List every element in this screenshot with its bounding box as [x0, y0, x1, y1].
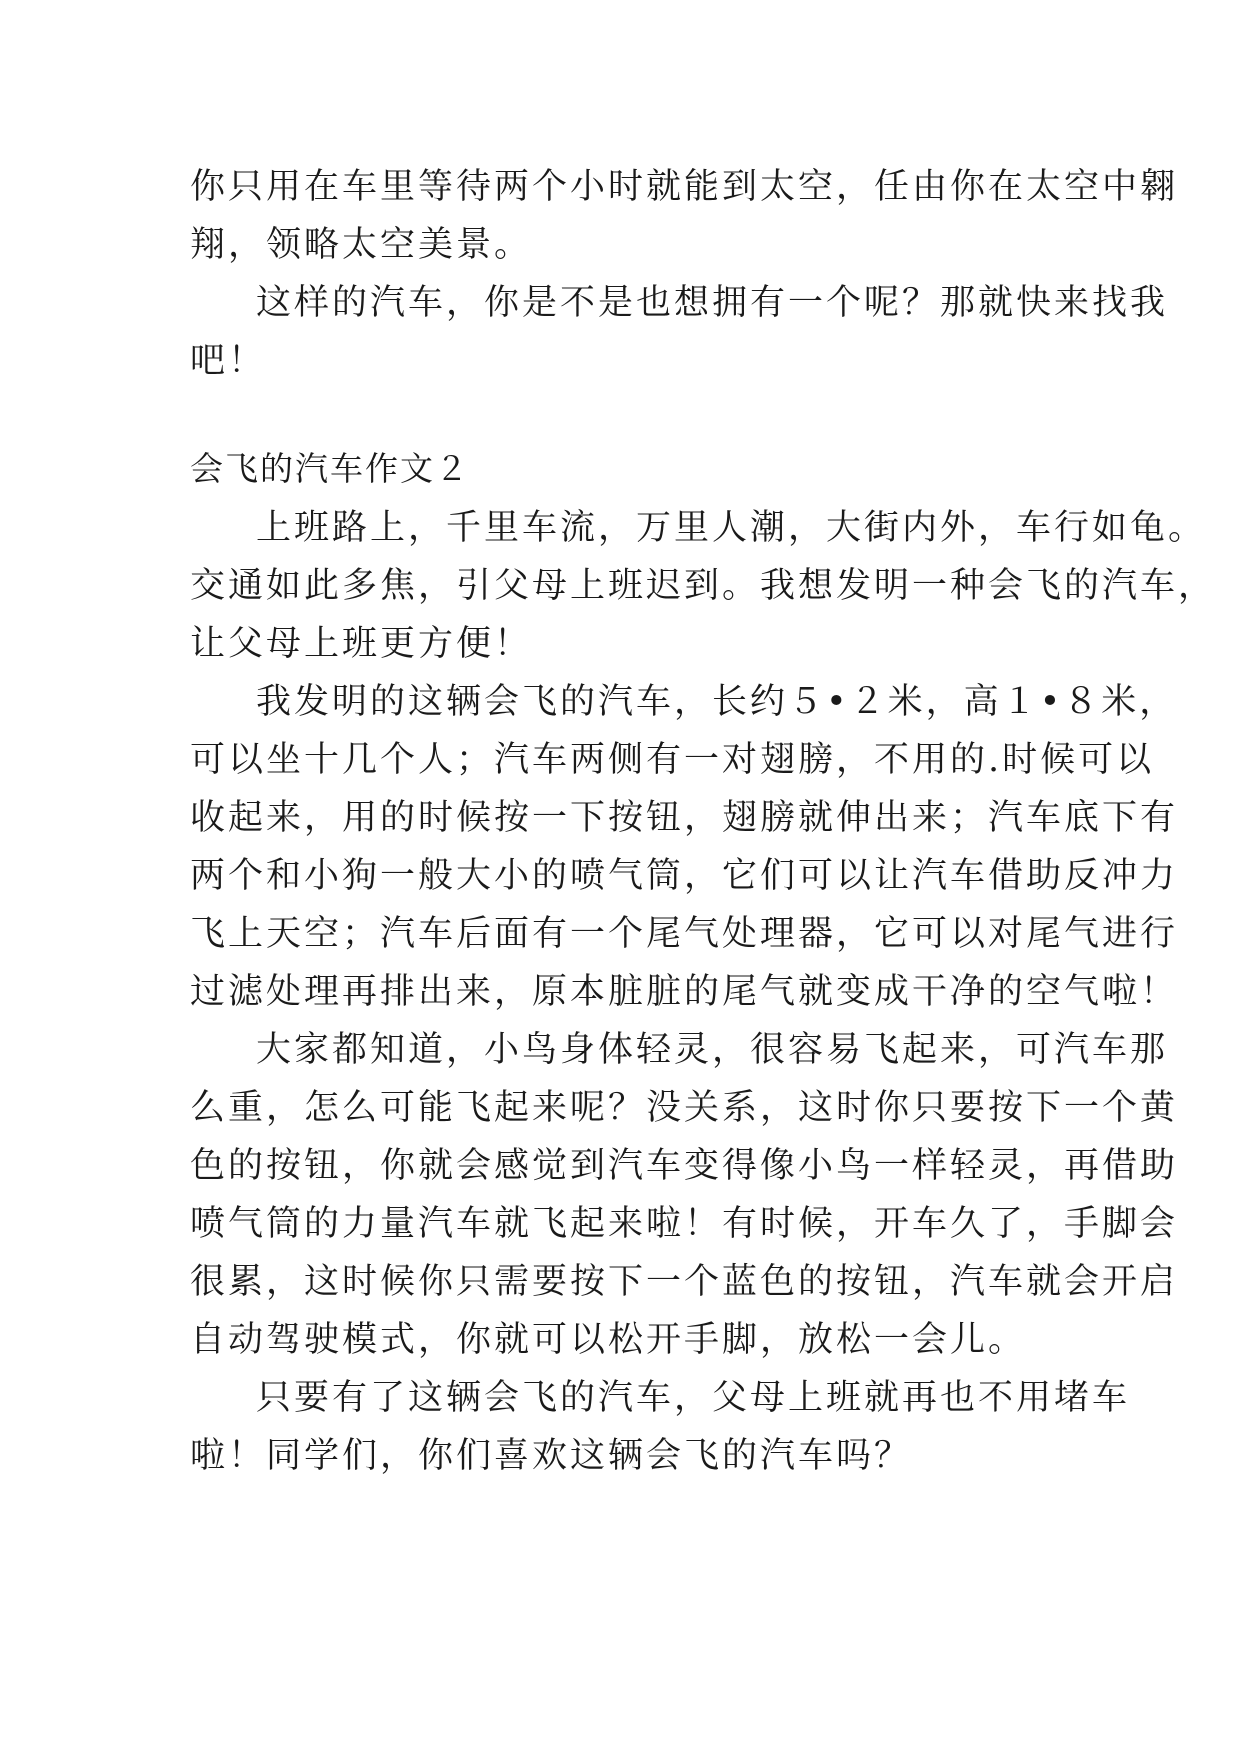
text-line: 飞上天空；汽车后面有一个尾气处理器，它可以对尾气进行: [190, 914, 1179, 954]
text-line: 只要有了这辆会飞的汽车，父母上班就再也不用堵车: [256, 1378, 1131, 1418]
section-heading: 会飞的汽车作文２: [190, 449, 470, 488]
text-line: 收起来，用的时候按一下按钮，翅膀就伸出来；汽车底下有: [190, 798, 1179, 838]
text-line: 很累，这时候你只需要按下一个蓝色的按钮，汽车就会开启: [190, 1262, 1179, 1302]
text-line: 交通如此多焦，引父母上班迟到。我想发明一种会飞的汽车，: [190, 566, 1217, 606]
text-line: 你只用在车里等待两个小时就能到太空，任由你在太空中翱: [190, 167, 1179, 207]
text-line: 让父母上班更方便！: [190, 624, 533, 664]
text-line: 上班路上，千里车流，万里人潮，大街内外，车行如龟。: [256, 508, 1207, 548]
text-line: 可以坐十几个人；汽车两侧有一对翅膀，不用的.时候可以: [190, 740, 1155, 780]
text-line: 吧！: [190, 341, 267, 381]
text-line: 两个和小狗一般大小的喷气筒，它们可以让汽车借助反冲力: [190, 856, 1179, 896]
text-line: 翔，领略太空美景。: [190, 225, 533, 265]
text-line: 我发明的这辆会飞的汽车，长约５•２米，高１•８米，: [256, 682, 1178, 722]
text-line: 过滤处理再排出来，原本脏脏的尾气就变成干净的空气啦！: [190, 972, 1179, 1012]
text-line: 啦！同学们，你们喜欢这辆会飞的汽车吗？: [190, 1436, 913, 1476]
text-line: 这样的汽车，你是不是也想拥有一个呢？那就快来找我: [256, 283, 1169, 323]
text-line: 喷气筒的力量汽车就飞起来啦！有时候，开车久了，手脚会: [190, 1204, 1179, 1244]
text-line: 大家都知道，小鸟身体轻灵，很容易飞起来，可汽车那: [256, 1030, 1169, 1070]
text-line: 色的按钮，你就会感觉到汽车变得像小鸟一样轻灵，再借助: [190, 1146, 1179, 1186]
text-line: 自动驾驶模式，你就可以松开手脚，放松一会儿。: [190, 1320, 1027, 1360]
text-line: 么重，怎么可能飞起来呢？没关系，这时你只要按下一个黄: [190, 1088, 1179, 1128]
